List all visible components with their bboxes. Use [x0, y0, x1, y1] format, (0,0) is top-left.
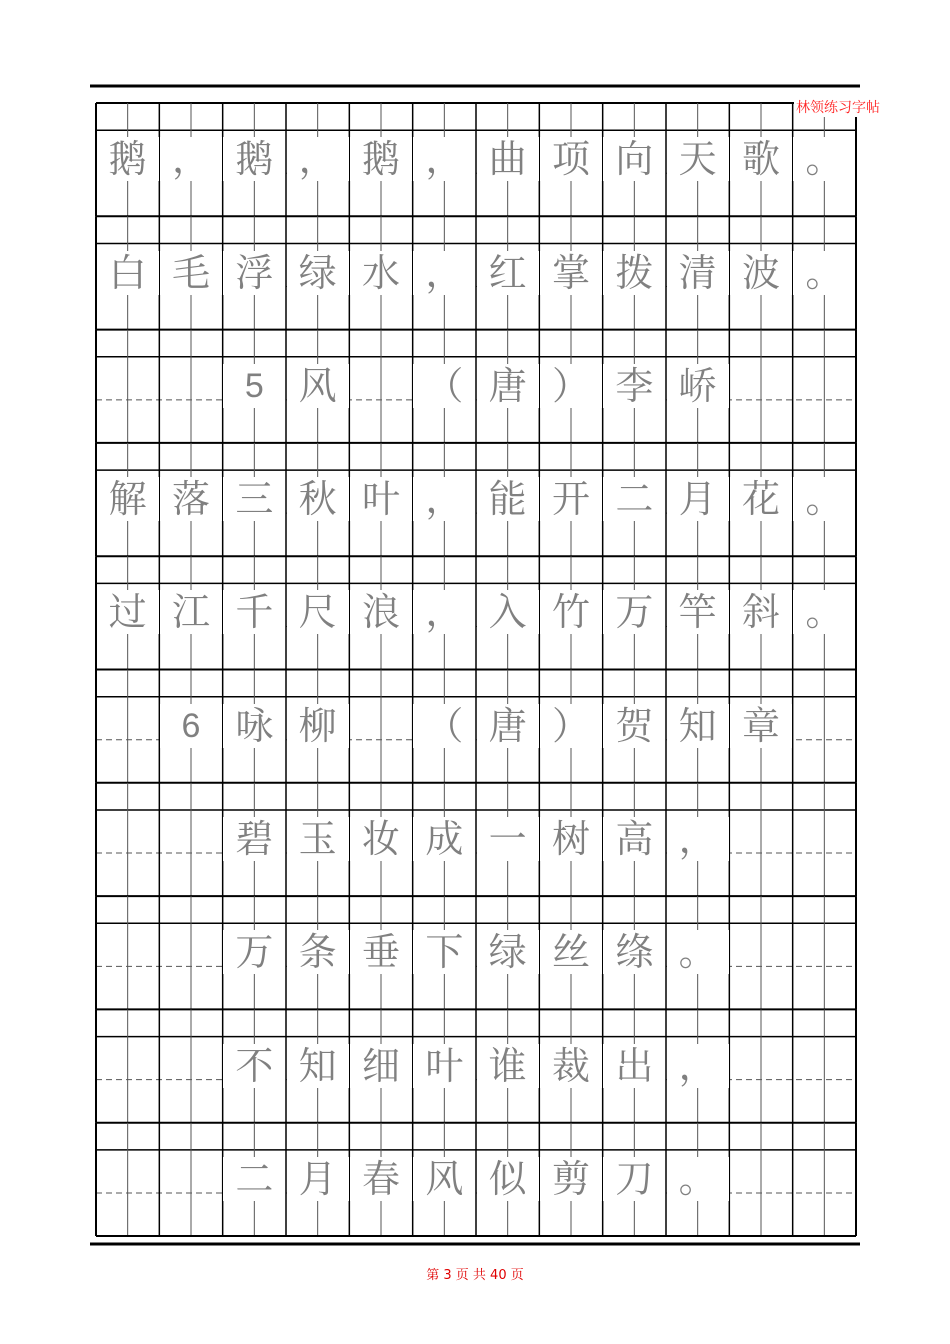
grid-character: 。 — [793, 590, 855, 634]
grid-character: 峤 — [667, 364, 729, 408]
grid-character: 绿 — [477, 930, 539, 974]
page-number: 第 3 页 共 40 页 — [426, 1268, 524, 1283]
grid-character: 月 — [287, 1157, 349, 1201]
grid-character: 竹 — [540, 590, 602, 634]
grid-character: 出 — [603, 1044, 665, 1088]
grid-character: 。 — [667, 1157, 729, 1201]
grid-character: （ — [413, 364, 475, 408]
grid-character: 红 — [477, 251, 539, 295]
grid-character: 项 — [540, 137, 602, 181]
grid-character: 条 — [287, 930, 349, 974]
grid-character: 清 — [667, 251, 729, 295]
grid-character: 玉 — [287, 817, 349, 861]
grid-character: 毛 — [160, 251, 222, 295]
watermark-text: 林领练习字帖 — [794, 97, 882, 117]
grid-character: 开 — [540, 477, 602, 521]
grid-character: 知 — [667, 704, 729, 748]
grid-character: 鹅 — [223, 137, 285, 181]
grid-character: 树 — [540, 817, 602, 861]
grid-character: 尺 — [287, 590, 349, 634]
grid-character: ， — [667, 1044, 729, 1088]
grid-character: 剪 — [540, 1157, 602, 1201]
grid-character: 绦 — [603, 930, 665, 974]
grid-character: 。 — [793, 477, 855, 521]
grid-character: 柳 — [287, 704, 349, 748]
grid-character: 入 — [477, 590, 539, 634]
grid-character: 千 — [223, 590, 285, 634]
grid-character: 落 — [160, 477, 222, 521]
grid-character: 细 — [350, 1044, 412, 1088]
grid-character: 解 — [97, 477, 159, 521]
grid-character: 天 — [667, 137, 729, 181]
grid-character: 垂 — [350, 930, 412, 974]
grid-character: 白 — [97, 251, 159, 295]
grid-character: 似 — [477, 1157, 539, 1201]
grid-character: 高 — [603, 817, 665, 861]
grid-character: 谁 — [477, 1044, 539, 1088]
grid-character: ， — [413, 137, 475, 181]
grid-character: 万 — [223, 930, 285, 974]
grid-character: 波 — [730, 251, 792, 295]
grid-character: 鹅 — [97, 137, 159, 181]
grid-character: 竿 — [667, 590, 729, 634]
grid-character: 江 — [160, 590, 222, 634]
grid-character: 风 — [287, 364, 349, 408]
grid-character: 浪 — [350, 590, 412, 634]
grid-character: 6 — [160, 704, 222, 748]
grid-character: 不 — [223, 1044, 285, 1088]
grid-character: 曲 — [477, 137, 539, 181]
grid-character: 唐 — [477, 364, 539, 408]
grid-character: ， — [287, 137, 349, 181]
grid-character: 咏 — [223, 704, 285, 748]
grid-character: 风 — [413, 1157, 475, 1201]
grid-character: 秋 — [287, 477, 349, 521]
grid-character: 唐 — [477, 704, 539, 748]
grid-character: 二 — [223, 1157, 285, 1201]
grid-character: 向 — [603, 137, 665, 181]
grid-character: 一 — [477, 817, 539, 861]
grid-character: 贺 — [603, 704, 665, 748]
grid-character: 妆 — [350, 817, 412, 861]
grid-character: 。 — [793, 137, 855, 181]
grid-character: 掌 — [540, 251, 602, 295]
grid-character: ， — [413, 251, 475, 295]
grid-character: ） — [540, 364, 602, 408]
grid-character: 叶 — [413, 1044, 475, 1088]
grid-character: 成 — [413, 817, 475, 861]
grid-character: 丝 — [540, 930, 602, 974]
grid-character: 二 — [603, 477, 665, 521]
grid-character: 能 — [477, 477, 539, 521]
grid-character: 章 — [730, 704, 792, 748]
grid-character: 下 — [413, 930, 475, 974]
grid-character: 知 — [287, 1044, 349, 1088]
grid-character: 拨 — [603, 251, 665, 295]
grid-character: ， — [667, 817, 729, 861]
grid-character: 碧 — [223, 817, 285, 861]
grid-character: 裁 — [540, 1044, 602, 1088]
grid-character: ） — [540, 704, 602, 748]
grid-character: 5 — [223, 364, 285, 408]
grid-character: 浮 — [223, 251, 285, 295]
grid-character: 过 — [97, 590, 159, 634]
grid-character: 。 — [667, 930, 729, 974]
grid-character: 叶 — [350, 477, 412, 521]
grid-character: 斜 — [730, 590, 792, 634]
grid-character: 万 — [603, 590, 665, 634]
grid-character: 春 — [350, 1157, 412, 1201]
grid-character: 三 — [223, 477, 285, 521]
grid-character: 月 — [667, 477, 729, 521]
grid-character: （ — [413, 704, 475, 748]
grid-character: 李 — [603, 364, 665, 408]
grid-character: 绿 — [287, 251, 349, 295]
grid-character: 刀 — [603, 1157, 665, 1201]
grid-character: 。 — [793, 251, 855, 295]
grid-character: ， — [413, 590, 475, 634]
grid-character: 花 — [730, 477, 792, 521]
grid-character: ， — [413, 477, 475, 521]
grid-character: 鹅 — [350, 137, 412, 181]
grid-character: 水 — [350, 251, 412, 295]
grid-character: ， — [160, 137, 222, 181]
grid-character: 歌 — [730, 137, 792, 181]
